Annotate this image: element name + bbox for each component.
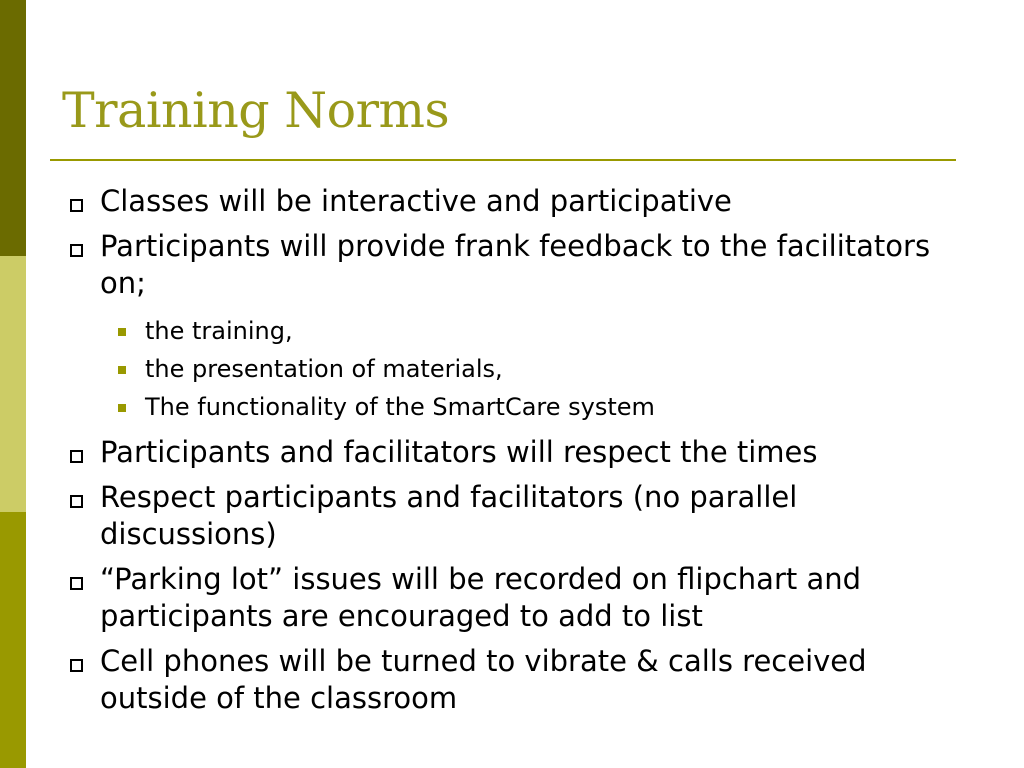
hollow-square-bullet-icon bbox=[70, 244, 83, 257]
bullet-text: Participants and facilitators will respect the times bbox=[100, 435, 818, 469]
sub-bullet-item bbox=[100, 350, 962, 388]
bullet-item bbox=[62, 228, 962, 426]
filled-square-bullet-icon bbox=[118, 366, 126, 374]
bullet-text: Classes will be interactive and participative bbox=[100, 184, 732, 218]
filled-square-bullet-icon bbox=[118, 404, 126, 412]
sub-bullet-text: the training, bbox=[145, 317, 293, 345]
bullet-list bbox=[62, 183, 962, 717]
hollow-square-bullet-icon bbox=[70, 199, 83, 212]
hollow-square-bullet-icon bbox=[70, 495, 83, 508]
bullet-text: “Parking lot” issues will be recorded on flipchart and participants are encouraged to add to list bbox=[100, 562, 862, 633]
filled-square-bullet-icon bbox=[118, 328, 126, 336]
bullet-item bbox=[62, 643, 962, 717]
hollow-square-bullet-icon bbox=[70, 450, 83, 463]
bullet-text: Participants will provide frank feedback to the facilitators on; bbox=[100, 229, 931, 300]
slide-body bbox=[62, 183, 962, 725]
sidebar-segment-middle bbox=[0, 256, 26, 512]
bullet-item bbox=[62, 561, 962, 635]
bullet-text: Respect participants and facilitators (no parallel discussions) bbox=[100, 480, 798, 551]
sidebar-segment-top bbox=[0, 0, 26, 256]
sub-bullet-text: The functionality of the SmartCare system bbox=[145, 393, 655, 421]
title-divider bbox=[50, 159, 956, 161]
sidebar-segment-bottom bbox=[0, 512, 26, 768]
decorative-sidebar bbox=[0, 0, 26, 768]
bullet-text: Cell phones will be turned to vibrate & calls received outside of the classroom bbox=[100, 644, 867, 715]
bullet-item bbox=[62, 183, 962, 220]
bullet-item bbox=[62, 434, 962, 471]
bullet-item bbox=[62, 479, 962, 553]
slide-title: Training Norms bbox=[62, 82, 450, 139]
sub-bullet-item bbox=[100, 312, 962, 350]
hollow-square-bullet-icon bbox=[70, 577, 83, 590]
sub-bullet-item bbox=[100, 388, 962, 426]
sub-bullet-text: the presentation of materials, bbox=[145, 355, 503, 383]
hollow-square-bullet-icon bbox=[70, 659, 83, 672]
sub-bullet-list bbox=[100, 312, 962, 426]
